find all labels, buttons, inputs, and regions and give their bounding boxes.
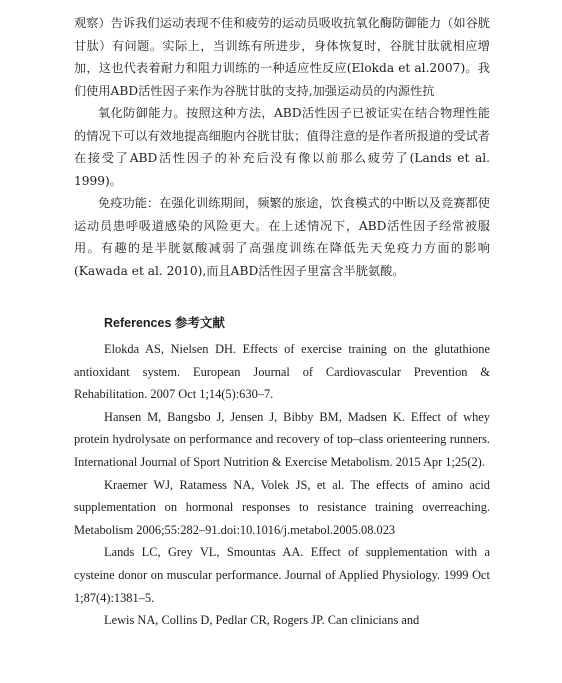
reference-item-3: Kraemer WJ, Ratamess NA, Volek JS, et al. The effects of amino acid supplementation on hormonal responses to resistance training overreaching. Metabolism 2006;55:282–91.doi:10.1016/j.metabol.2005.08.023 xyxy=(74,477,490,537)
body-paragraph-2: 氧化防御能力。按照这种方法，ABD活性因子已被证实在结合物理性能的情况下可以有效地提高细胞内谷胱甘肽；值得注意的是作者所报道的受试者在接受了ABD活性因子的补充后没有像以前那么疲劳了(Lands et al. 1999)。 xyxy=(74,106,490,188)
reference-item-1: Elokda AS, Nielsen DH. Effects of exercise training on the glutathione antioxidant system. European Journal of Cardiovascular Prevention & Rehabilitation. 2007 Oct 1;14(5):630–7. xyxy=(74,342,490,402)
reference-item-5: Lewis NA, Collins D, Pedlar CR, Rogers JP. Can clinicians and xyxy=(104,613,420,628)
references-heading: References 参考文献 xyxy=(104,316,225,330)
body-paragraph-1: 观察）告诉我们运动表现不佳和疲劳的运动员吸收抗氧化酶防御能力（如谷胱甘肽）有问题。实际上，当训练有所进步，身体恢复时，谷胱甘肽就相应增加，这也代表着耐力和阻力训练的一种适应性反应(Elokda et al.2007)。我们使用ABD活性因子来作为谷胱甘肽的支持,加强运动员的内源性抗 xyxy=(74,16,490,98)
document-page xyxy=(74,12,490,632)
reference-item-2: Hansen M, Bangsbo J, Jensen J, Bibby BM, Madsen K. Effect of whey protein hydrolysate on performance and recovery of top–class orienteering runners. International Journal of Sport Nutrition & Exercise Metabolism. 2015 Apr 1;25(2). xyxy=(74,409,490,469)
reference-item-4: Lands LC, Grey VL, Smountas AA. Effect of supplementation with a cysteine donor on muscular performance. Journal of Applied Physiology. 1999 Oct 1;87(4):1381–5. xyxy=(74,545,490,605)
body-paragraph-3: 免疫功能：在强化训练期间，频繁的旅途，饮食模式的中断以及竞赛都使运动员患呼吸道感染的风险更大。在上述情况下，ABD活性因子经常被服用。有趣的是半胱氨酸减弱了高强度训练在降低先天免疫力方面的影响 (Kawada et al. 2010),而且ABD活性因子里富含半胱氨酸。 xyxy=(74,196,490,278)
